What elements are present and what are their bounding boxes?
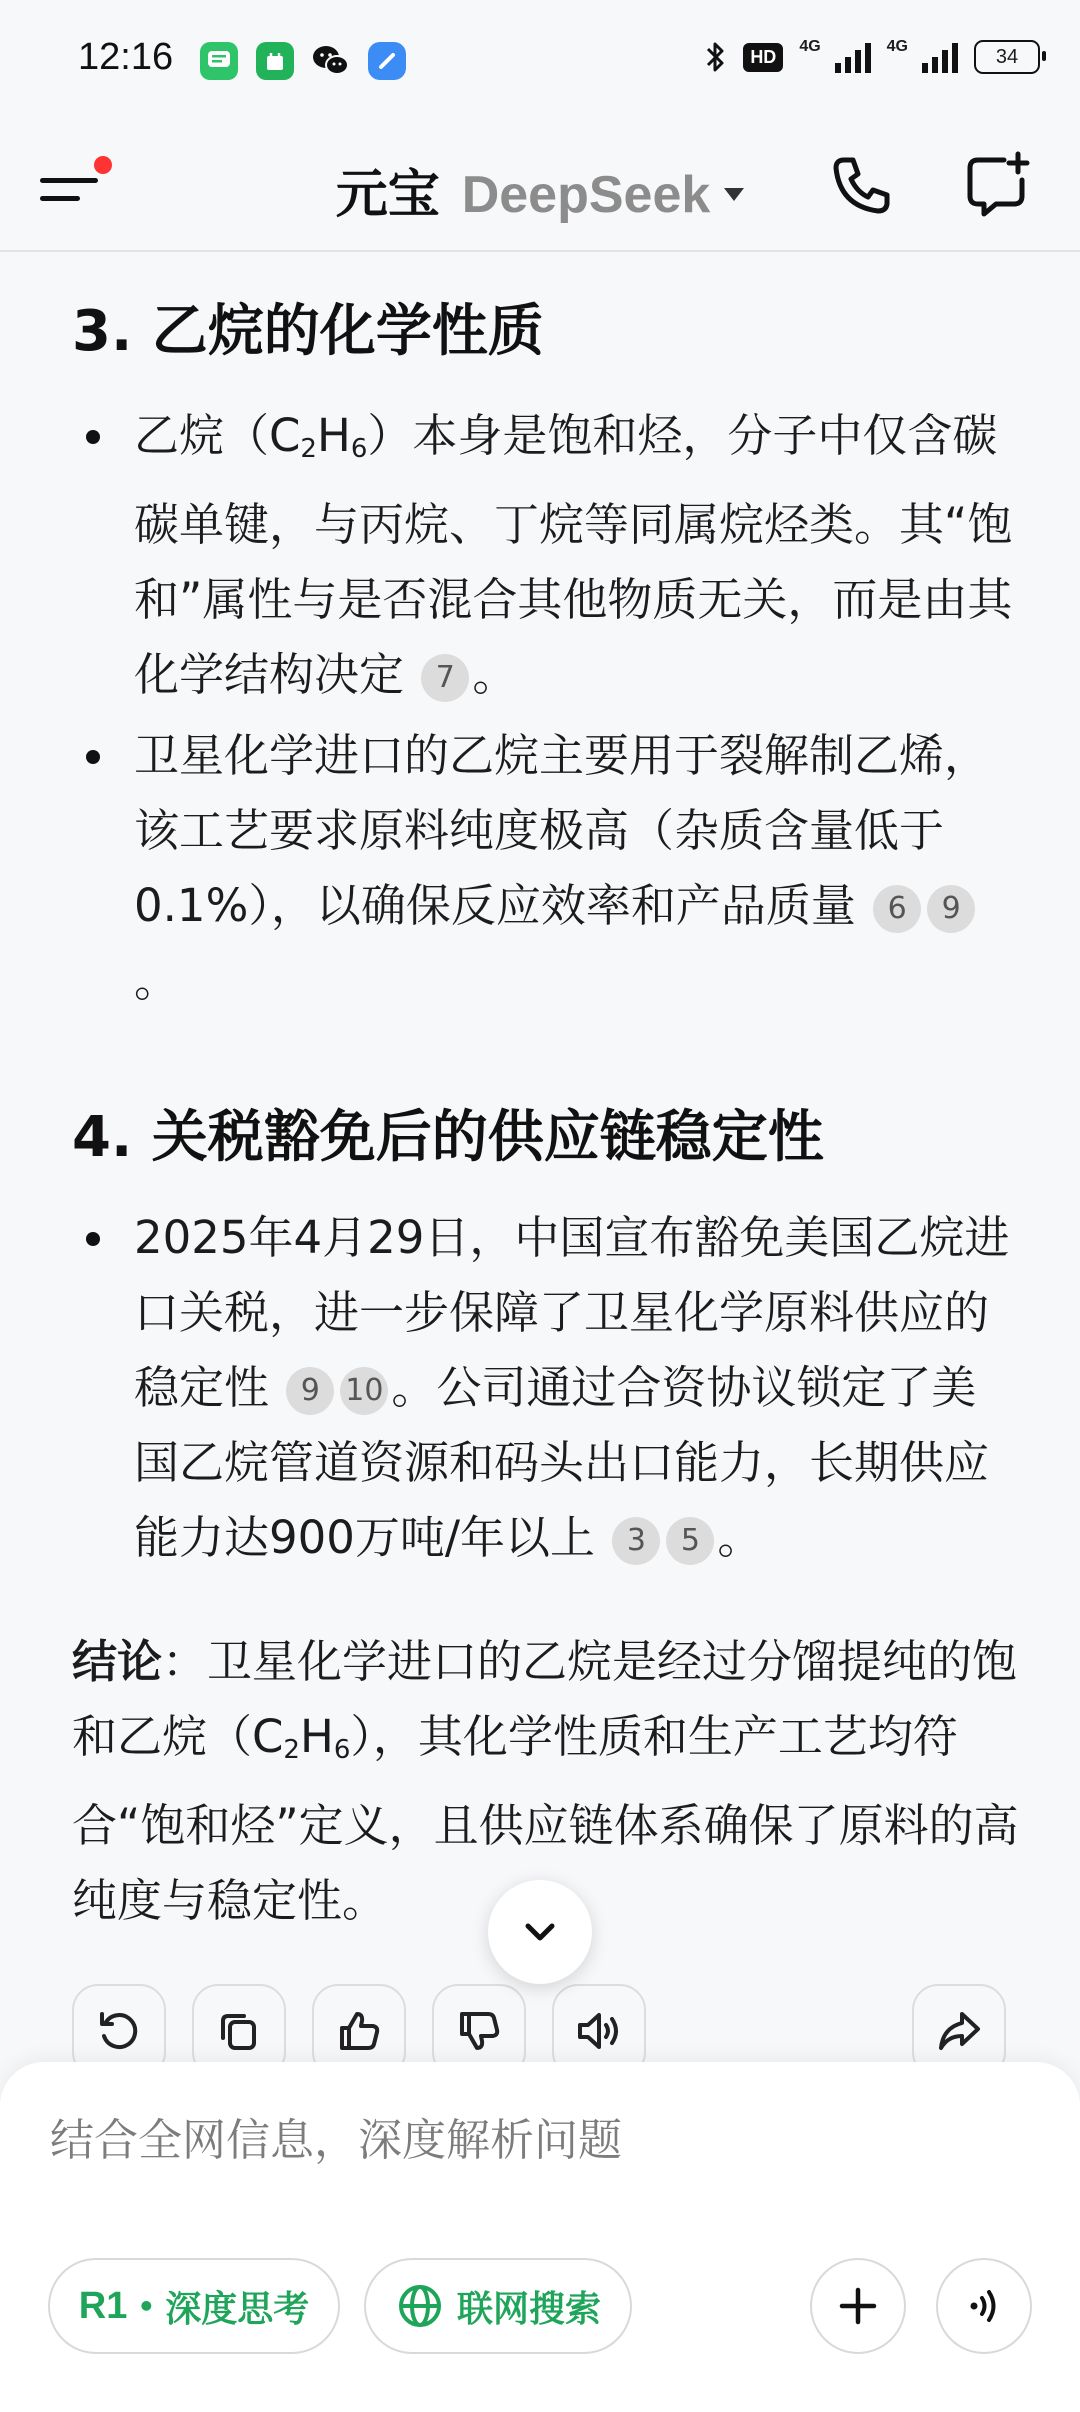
- bullet-dot: [86, 430, 100, 444]
- scroll-to-bottom-button[interactable]: [488, 1880, 592, 1984]
- bullet-text: 2025年4月29日，中国宣布豁免美国乙烷进口关税，进一步保障了卫星化学原料供应的稳定性: [134, 1211, 1010, 1414]
- subscript: 6: [350, 434, 368, 464]
- r1-label: R1: [78, 2284, 128, 2327]
- web-search-toggle[interactable]: [364, 2258, 632, 2354]
- network-type-label-2: 4G: [886, 38, 908, 55]
- bullet-text: 卫星化学进口的乙烷主要用于裂解制乙烯，该工艺要求原料纯度极高（杂质含量低于0.1%），以确保反应效率和产品质量: [134, 729, 990, 932]
- conclusion-text: 卫星化学进口的乙烷是经过分馏提纯的饱和乙烷（C: [72, 1635, 1018, 1763]
- thumbs-down-icon: [454, 2006, 504, 2056]
- deep-think-label: 深度思考: [165, 2288, 310, 2330]
- subscript: 2: [300, 434, 317, 464]
- caret-down-icon: [724, 188, 744, 201]
- citation-badge[interactable]: 9: [927, 885, 975, 933]
- citation-badge[interactable]: 5: [666, 1517, 714, 1565]
- subscript: 2: [283, 1735, 300, 1765]
- add-attachment-button[interactable]: [810, 2258, 906, 2354]
- chevron-down-icon: [518, 1910, 562, 1954]
- wechat-icon: [312, 42, 350, 80]
- brand-name: 元宝: [335, 166, 440, 224]
- bullet-dot: [86, 750, 100, 764]
- bluetooth-icon: [705, 40, 727, 74]
- punctuation: 。: [472, 648, 518, 701]
- web-search-label: 联网搜索: [456, 2288, 601, 2330]
- message-input[interactable]: 结合全网信息，深度解析问题: [50, 2115, 622, 2166]
- share-icon: [934, 2006, 984, 2056]
- refresh-icon: [94, 2006, 144, 2056]
- messages-app-icon: [200, 42, 238, 80]
- conclusion-text: ），其化学性质和生产工艺均符合“饱和烃”定义，且供应链体系确保了原料的高纯度与稳定性。: [72, 1710, 1019, 1927]
- new-chat-icon: [962, 150, 1032, 220]
- conclusion-label: 结论: [72, 1635, 163, 1688]
- app-header: [0, 120, 1080, 252]
- citation-badge[interactable]: 6: [873, 885, 921, 933]
- status-bar: [0, 0, 1080, 120]
- plus-icon: [834, 2282, 882, 2330]
- browser-icon: [368, 42, 406, 80]
- battery-icon: [974, 40, 1040, 74]
- app-store-icon: [256, 42, 294, 80]
- subscript: 6: [333, 1735, 351, 1765]
- list-item: [134, 1200, 1014, 1575]
- bullet-dot: [86, 1232, 100, 1246]
- status-time: 12:16: [78, 36, 174, 78]
- model-selector[interactable]: [0, 152, 1080, 227]
- copy-icon: [214, 2006, 264, 2056]
- citation-badge[interactable]: 9: [286, 1367, 334, 1415]
- deep-think-toggle[interactable]: [48, 2258, 340, 2354]
- formula-part: H: [316, 409, 351, 462]
- voice-input-button[interactable]: [936, 2258, 1032, 2354]
- hd-voice-badge: HD: [743, 43, 783, 72]
- new-chat-button[interactable]: [962, 150, 1032, 220]
- signal-strength-icon-2: [922, 41, 958, 73]
- punctuation: ：: [162, 1635, 208, 1688]
- list-item: [134, 398, 1014, 712]
- signal-strength-icon: [835, 41, 871, 73]
- phone-call-button[interactable]: [826, 150, 896, 220]
- formula-prefix: 乙烷（C: [134, 409, 301, 462]
- status-indicators: [705, 40, 1040, 74]
- punctuation: 。: [134, 954, 180, 1007]
- list-item: [134, 718, 1014, 1018]
- section-heading: 4. 关税豁免后的供应链稳定性: [72, 1105, 824, 1170]
- punctuation: 。: [717, 1511, 763, 1564]
- speaker-icon: [574, 2006, 624, 2056]
- bullet-text: ）本身是饱和烃，分子中仅含碳碳单键，与丙烷、丁烷等同属烷烃类。其“饱和”属性与是否混合其他物质无关，而是由其化学结构决定: [134, 409, 1013, 701]
- phone-icon: [826, 150, 896, 220]
- bullet-text: 。公司通过合资协议锁定了美国乙烷管道资源和码头出口能力，长期供应能力达900万吨/年以上: [134, 1361, 990, 1564]
- citation-badge[interactable]: 3: [612, 1517, 660, 1565]
- model-name: DeepSeek: [461, 166, 711, 224]
- section-heading: 3. 乙烷的化学性质: [72, 299, 544, 364]
- notification-app-icons: [200, 42, 406, 80]
- voice-wave-icon: [960, 2282, 1008, 2330]
- globe-icon: [395, 2281, 445, 2331]
- separator-dot: •: [137, 2289, 156, 2323]
- message-actions: [72, 1984, 1012, 2074]
- composer-panel: [0, 2062, 1080, 2412]
- thumbs-up-icon: [334, 2006, 384, 2056]
- citation-badge[interactable]: 7: [421, 654, 469, 702]
- citation-badge[interactable]: 10: [340, 1367, 388, 1415]
- network-type-label: 4G: [799, 38, 821, 55]
- formula-part: H: [299, 1710, 334, 1763]
- battery-level: 34: [995, 45, 1019, 68]
